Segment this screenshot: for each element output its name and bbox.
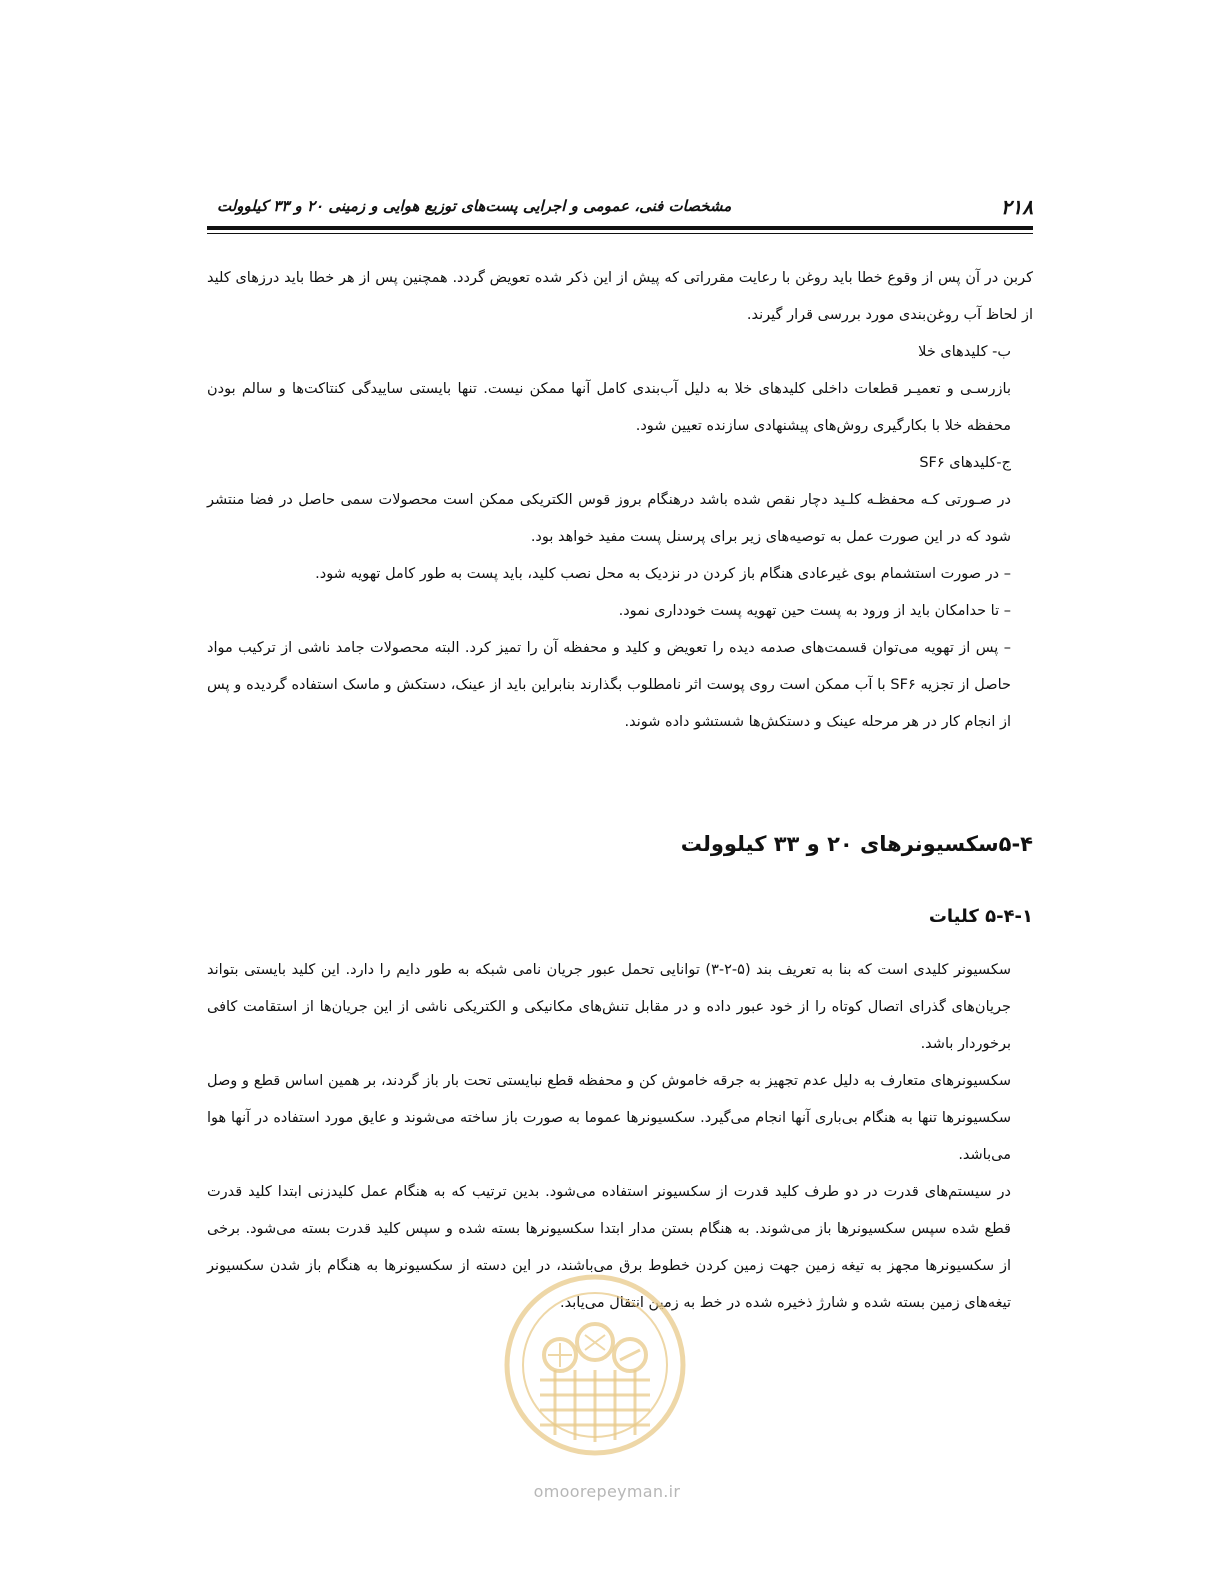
bullet-entry: – تا حدامکان باید از ورود به پست حین تهویه پست خودداری نمود. xyxy=(618,603,1011,619)
bullet-ventilation: – در صورت استشمام بوی غیرعادی هنگام باز کردن در نزدیک به محل نصب کلید، باید پست به طور کامل تهویه شود. xyxy=(315,566,1011,582)
paragraph-disconnector-operation: سکسیونرهای متعارف به دلیل عدم تجهیز به جرقه خاموش کن و محفظه قطع نبایستی تحت بار باز گردند، بر همین اساس قطع و وصل سکسیونرها تنها به هنگام بی‌باری آنها انجام می‌گیرد. سکسیونرها عموما به صورت باز ساخته می‌شوند و عایق مورد استفاده در آنها هوا می‌باشد. xyxy=(207,1073,1011,1163)
bullet-cleaning: – پس از تهویه می‌توان قسمت‌های صدمه دیده را تعویض و کلید و محفظه آن را تمیز کرد. البته محصولات جامد ناشی از ترکیب مواد حاصل از تجزیه SF۶ با آب ممکن است روی پوست اثر نامطلوب بگذارند بنابراین باید از عینک، دستکش و ماسک استفاده گردیده و پس از انجام کار در هر مرحله عینک و دستکش‌ها شستشو داده شوند. xyxy=(207,640,1011,730)
subsection-heading: ۵-۴-۱ کلیات xyxy=(928,906,1033,927)
paragraph-vacuum: بازرسـی و تعمیـر قطعات داخلی کلیدهای خلا به دلیل آب‌بندی کامل آنها ممکن نیست. تنها بایستی ساییدگی کنتاکت‌ها و سالم بودن محفظه خلا با بکارگیری روش‌های پیشنهادی سازنده تعیین شود. xyxy=(207,381,1011,434)
header-rule-thick xyxy=(207,226,1033,230)
header-rule-thin xyxy=(207,233,1033,234)
watermark-logo xyxy=(500,1270,690,1460)
watermark-logo-icon xyxy=(507,1277,683,1453)
label-vacuum-switches: ب- کلیدهای خلا xyxy=(918,344,1011,360)
page-number: ۲۱۸ xyxy=(1000,195,1033,219)
paragraph-sf6: در صـورتی کـه محفظـه کلـید دچار نقص شده باشد درهنگام بروز قوس الکتریکی ممکن است محصولات سمی حاصل در فضا منتشر شود که در این صورت عمل به توصیه‌های زیر برای پرسنل پست مفید خواهد بود. xyxy=(207,492,1011,545)
body-text-top xyxy=(207,260,1033,741)
header-title: مشخصات فنی، عمومی و اجرایی پست‌های توزیع هوایی و زمینی ۲۰ و ۳۳ کیلوولت xyxy=(217,197,732,215)
running-header xyxy=(207,195,1033,225)
paragraph-disconnector-definition: سکسیونر کلیدی است که بنا به تعریف بند (۵-۲-۳) توانایی تحمل عبور جریان نامی شبکه به طور دایم را دارد. این کلید بایستی بتواند جریان‌های گذرای اتصال کوتاه را از خود عبور داده و در مقابل تنش‌های مکانیکی و الکتریکی ناشی از این جریان‌ها از استقامت کافی برخوردار باشد. xyxy=(207,962,1011,1052)
paragraph-disconnector-power-systems: در سیستم‌های قدرت در دو طرف کلید قدرت از سکسیونر استفاده می‌شود. بدین ترتیب که به هنگام عمل کلیدزنی ابتدا کلید قدرت قطع شده سپس سکسیونرها باز می‌شوند. به هنگام بستن مدار ابتدا سکسیونرها بسته شده و سپس کلید قدرت بسته می‌شود. برخی از سکسیونرها مجهز به تیغه زمین جهت زمین کردن خطوط برق می‌باشند، در این دسته از سکسیونرها به هنگام باز شدن سکسیونر تیغه‌های زمین بسته شده و شارژ ذخیره شده در خط به زمین انتقال می‌یابد. xyxy=(207,1184,1011,1311)
label-sf6-switches: ج-کلیدهای SF۶ xyxy=(919,455,1011,471)
body-text-bottom xyxy=(207,952,1033,1322)
watermark-site: omoorepeyman.ir xyxy=(533,1482,681,1501)
paragraph-carbon-oil: کربن در آن پس از وقوع خطا باید روغن با رعایت مقرراتی که پیش از این ذکر شده تعویض گردد. همچنین پس از هر خطا باید درزهای کلید از لحاظ آب روغن‌بندی مورد بررسی قرار گیرند. xyxy=(207,270,1033,323)
section-heading: ۵-۴سکسیونرهای ۲۰ و ۳۳ کیلوولت xyxy=(680,832,1033,856)
